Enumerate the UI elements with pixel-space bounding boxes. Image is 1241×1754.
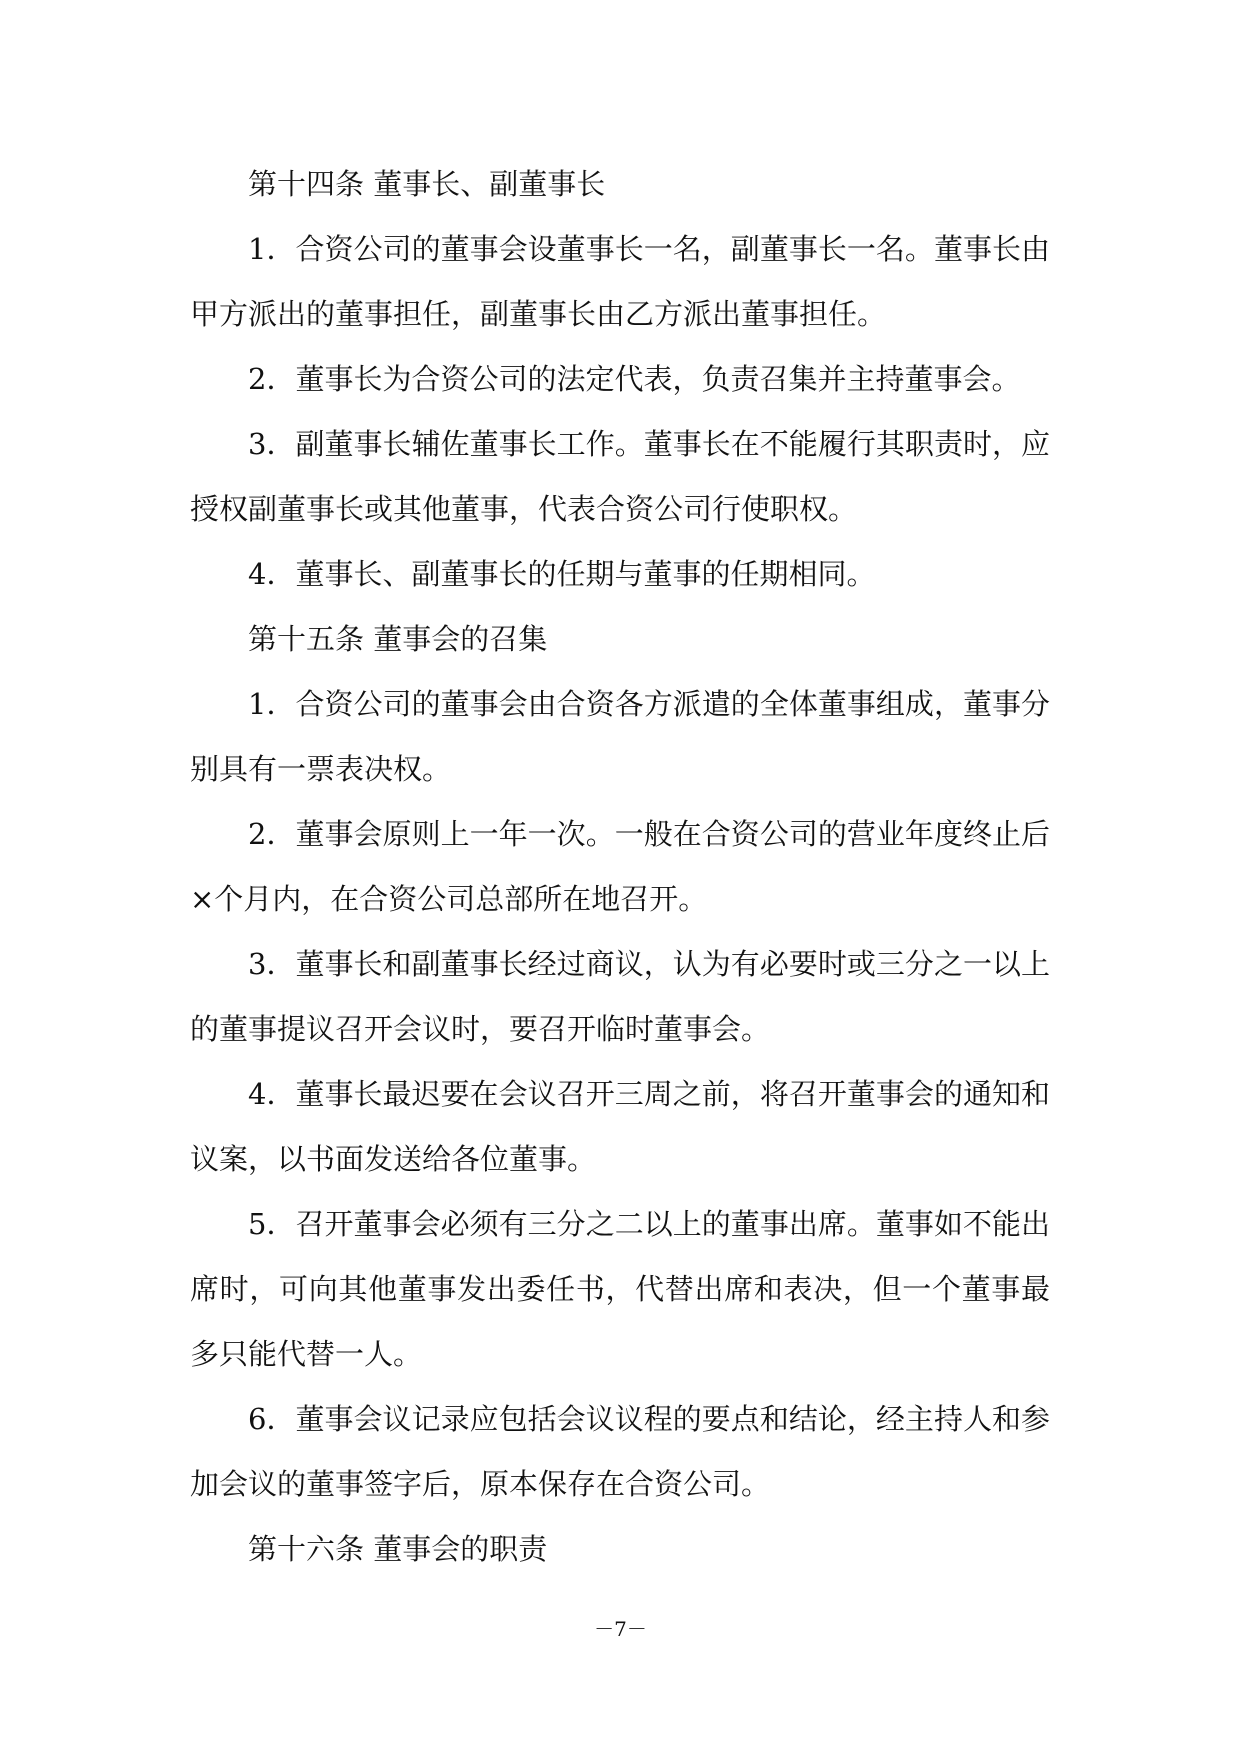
article-16-heading: 第十六条 董事会的职责 (248, 1532, 548, 1566)
article-15-clause-2: 2．董事会原则上一年一次。一般在合资公司的营业年度终止后×个月内，在合资公司总部所在地召开。 (190, 817, 1050, 916)
article-14-clause-3: 3．副董事长辅佐董事长工作。董事长在不能履行其职责时，应授权副董事长或其他董事，代表合资公司行使职权。 (190, 427, 1050, 526)
article-15-clause-3: 3．董事长和副董事长经过商议，认为有必要时或三分之一以上的董事提议召开会议时，要召开临时董事会。 (190, 947, 1050, 1046)
article-15-clause-4: 4．董事长最迟要在会议召开三周之前，将召开董事会的通知和议案，以书面发送给各位董事。 (190, 1077, 1050, 1176)
article-15-clause-1: 1．合资公司的董事会由合资各方派遣的全体董事组成，董事分别具有一票表决权。 (190, 687, 1050, 786)
article-15-clause-5: 5．召开董事会必须有三分之二以上的董事出席。董事如不能出席时，可向其他董事发出委任书，代替出席和表决，但一个董事最多只能代替一人。 (190, 1207, 1050, 1371)
article-15-clause-6: 6．董事会议记录应包括会议议程的要点和结论，经主持人和参加会议的董事签字后，原本保存在合资公司。 (190, 1402, 1050, 1501)
article-14-clause-1: 1．合资公司的董事会设董事长一名，副董事长一名。董事长由甲方派出的董事担任，副董事长由乙方派出董事担任。 (190, 232, 1050, 331)
article-15-heading: 第十五条 董事会的召集 (248, 622, 548, 656)
document-body (190, 152, 1050, 1582)
article-14-clause-4: 4．董事长、副董事长的任期与董事的任期相同。 (248, 557, 876, 591)
page-number: －7－ (594, 1617, 647, 1641)
article-14-clause-2: 2．董事长为合资公司的法定代表，负责召集并主持董事会。 (248, 362, 1021, 396)
article-14-heading: 第十四条 董事长、副董事长 (248, 167, 606, 201)
